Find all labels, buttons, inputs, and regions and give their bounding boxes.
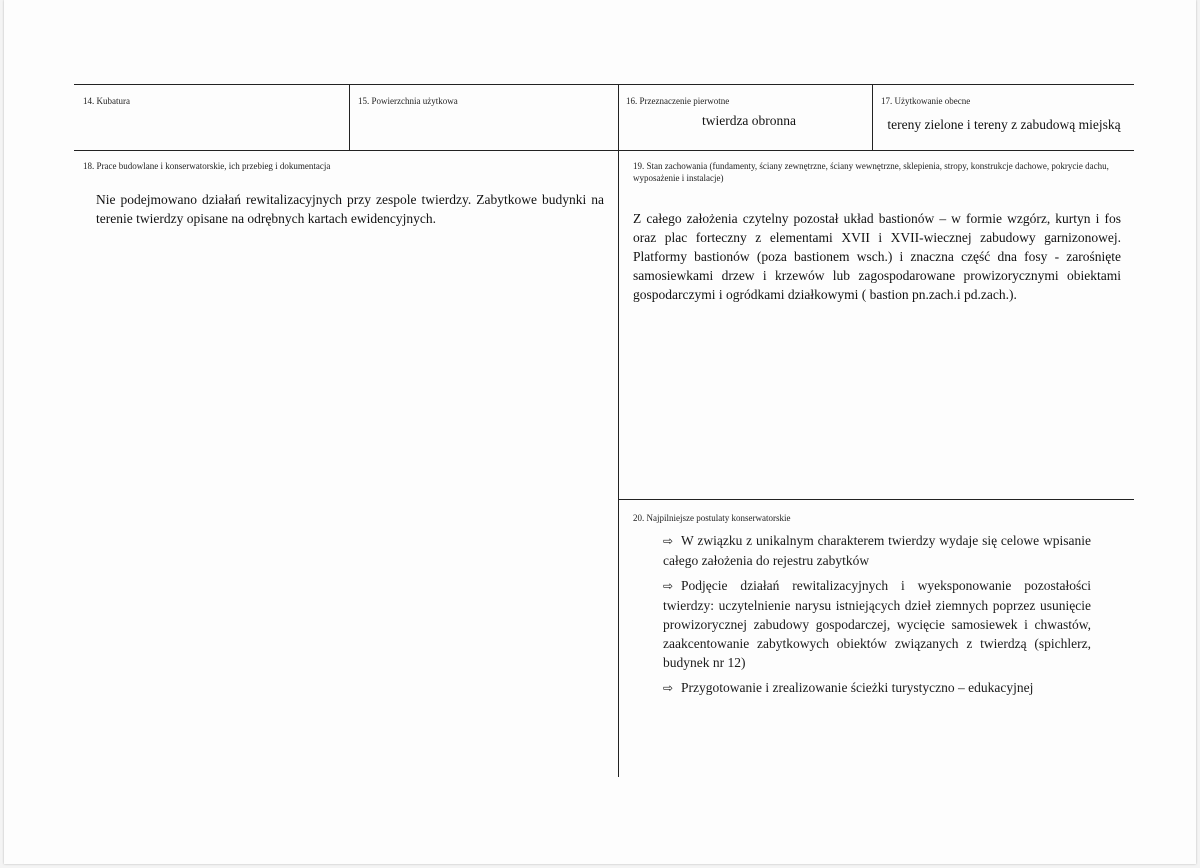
field-14-label: 14. Kubatura bbox=[83, 96, 130, 106]
header-bottom-rule bbox=[74, 150, 1134, 151]
postulate-item bbox=[663, 531, 1091, 570]
postulate-item bbox=[663, 576, 1091, 672]
field-18-label: 18. Prace budowlane i konserwatorskie, ich przebieg i dokumentacja bbox=[83, 161, 331, 171]
field-17-value: tereny zielone i tereny z zabudową miejską bbox=[887, 117, 1121, 132]
field-19-value: Z całego założenia czytelny pozostał układ bastionów – w formie wzgórz, kurtyn i fos oraz plac forteczny z elementami XVII i XVII-wiecznej zabudowy garnizonowej. Platformy bastionów (poza bastionem wsch.) i znaczna część dna fosy - zarośnięte samosiewkami drzew i krzewów lub zagospodarowane prowizorycznymi obiektami gospodarczymi i ogródkami działkowymi ( bastion pn.zach.i pd.zach.). bbox=[633, 211, 1121, 302]
field-16-value: twierdza obronna bbox=[701, 113, 797, 128]
right-arrow-outline-icon: ⇨ bbox=[663, 534, 674, 548]
divider-main bbox=[618, 84, 619, 777]
postulate-text: Podjęcie działań rewitalizacyjnych i wyeksponowanie pozostałości twierdzy: uczytelnienie narysu istniejących dzieł ziemnych poprzez usunięcie prowizorycznej zabudowy gospodarczej, wycięcie samosiewek i chwastów, zaakcentowanie zabytkowych obiektów związanych z twierdzą (spichlerz, budynek nr 12) bbox=[663, 578, 1091, 670]
right-arrow-outline-icon: ⇨ bbox=[663, 579, 674, 593]
top-rule bbox=[74, 84, 1134, 85]
field-18-value: Nie podejmowano działań rewitalizacyjnych przy zespole twierdzy. Zabytkowe budynki na terenie twierdzy opisane na odrębnych kartach ewidencyjnych. bbox=[96, 192, 604, 226]
divider-14-15 bbox=[349, 84, 350, 151]
field-16-label: 16. Przeznaczenie pierwotne bbox=[626, 96, 730, 106]
registry-card-page bbox=[4, 0, 1196, 864]
divider-16-17 bbox=[872, 84, 873, 151]
postulate-text: W związku z unikalnym charakterem twierdzy wydaje się celowe wpisanie całego założenia do rejestru zabytków bbox=[663, 533, 1091, 568]
right-arrow-outline-icon: ⇨ bbox=[663, 681, 674, 695]
postulate-item bbox=[663, 678, 1091, 698]
postulate-text: Przygotowanie i zrealizowanie ścieżki turystyczno – edukacyjnej bbox=[681, 680, 1034, 695]
field-15-label: 15. Powierzchnia użytkowa bbox=[358, 96, 458, 106]
field-17-label: 17. Użytkowanie obecne bbox=[881, 96, 971, 106]
field-20-label: 20. Najpilniejsze postulaty konserwatorskie bbox=[633, 513, 791, 523]
field-19-label: 19. Stan zachowania (fundamenty, ściany zewnętrzne, ściany wewnętrzne, sklepienia, stropy, konstrukcje dachowe, pokrycie dachu, wyposażenie i instalacje) bbox=[633, 161, 1109, 183]
section-20-top-rule bbox=[618, 499, 1134, 500]
